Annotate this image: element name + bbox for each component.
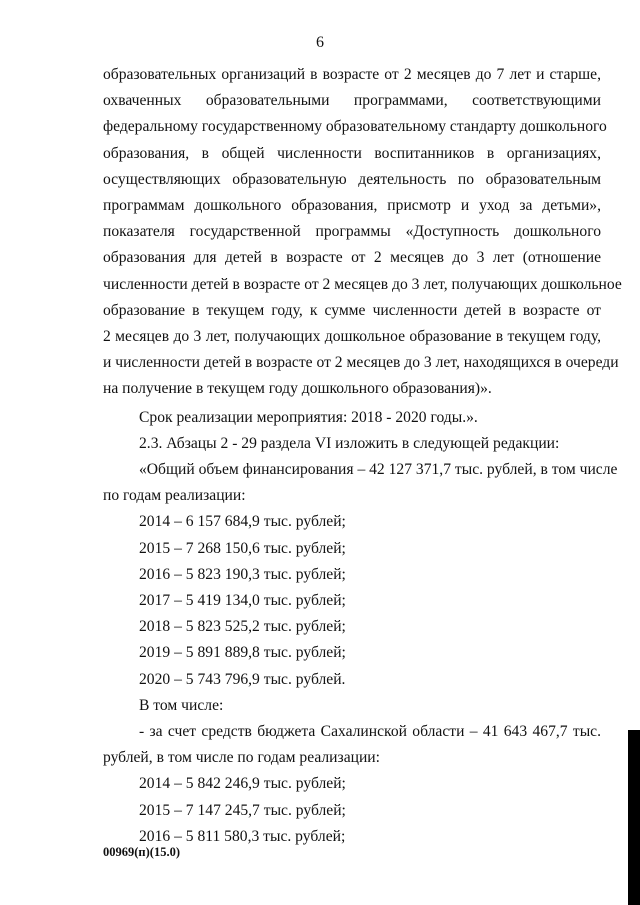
paragraph-indicator-description xyxy=(103,62,622,403)
text-line: по годам реализации: xyxy=(103,487,246,505)
text-line: на получение в текущем году дошкольного образования)». xyxy=(103,380,492,398)
list-item: 2018 – 5 823 525,2 тыс. рублей; xyxy=(139,618,346,636)
text-line: рублей, в том числе по годам реализации: xyxy=(103,749,380,767)
text-line: - за счет средств бюджета Сахалинской области – 41 643 467,7 тыс. xyxy=(139,723,601,741)
total-by-year-list xyxy=(103,509,601,692)
total-financing-paragraph xyxy=(103,457,618,509)
page-number: 6 xyxy=(316,34,324,51)
section-2-3-heading: 2.3. Абзацы 2 - 29 раздела VI изложить в следующей редакции: xyxy=(139,434,560,452)
text-line: образования, в общей численности воспитанников в организациях, xyxy=(103,144,601,162)
text-line: «Общий объем финансирования – 42 127 371,7 тыс. рублей, в том числе xyxy=(139,461,618,479)
deadline-line: Срок реализации мероприятия: 2018 - 2020 годы.». xyxy=(139,408,478,426)
text-line: федеральному государственному образовательному стандарту дошкольного xyxy=(103,118,607,136)
regional-budget-paragraph xyxy=(103,719,601,771)
list-item: 2014 – 6 157 684,9 тыс. рублей; xyxy=(139,513,346,531)
scan-edge-bar xyxy=(628,730,640,905)
text-line: образование в текущем году, к сумме численности детей в возрасте от xyxy=(103,301,601,319)
list-item: 2019 – 5 891 889,8 тыс. рублей; xyxy=(139,644,346,662)
text-line: численности детей в возрасте от 2 месяцев до 3 лет, получающих дошкольное xyxy=(103,275,622,293)
document-code: 00969(п)(15.0) xyxy=(103,845,180,859)
regional-by-year-list xyxy=(103,771,601,850)
list-item: 2015 – 7 268 150,6 тыс. рублей; xyxy=(139,539,346,557)
including-label: В том числе: xyxy=(139,696,224,714)
text-line: охваченных образовательными программами, соответствующими xyxy=(103,92,601,110)
list-item: 2016 – 5 823 190,3 тыс. рублей; xyxy=(139,565,346,583)
document-body xyxy=(103,62,622,850)
list-item: 2014 – 5 842 246,9 тыс. рублей; xyxy=(139,775,346,793)
text-line: образовательных организаций в возрасте от 2 месяцев до 7 лет и старше, xyxy=(103,66,601,83)
text-line: осуществляющих образовательную деятельность по образовательным xyxy=(103,170,601,188)
text-line: и численности детей в возрасте от 2 месяцев до 3 лет, находящихся в очереди xyxy=(103,354,619,372)
list-item: 2016 – 5 811 580,3 тыс. рублей; xyxy=(139,827,346,845)
text-line: показателя государственной программы «Доступность дошкольного xyxy=(103,223,601,241)
text-line: 2 месяцев до 3 лет, получающих дошкольное образование в текущем году, xyxy=(103,328,601,346)
list-item: 2017 – 5 419 134,0 тыс. рублей; xyxy=(139,592,346,610)
list-item: 2015 – 7 147 245,7 тыс. рублей; xyxy=(139,801,346,819)
text-line: программам дошкольного образования, присмотр и уход за детьми», xyxy=(103,197,601,215)
text-line: образования для детей в возрасте от 2 месяцев до 3 лет (отношение xyxy=(103,249,601,267)
list-item: 2020 – 5 743 796,9 тыс. рублей. xyxy=(139,670,346,688)
